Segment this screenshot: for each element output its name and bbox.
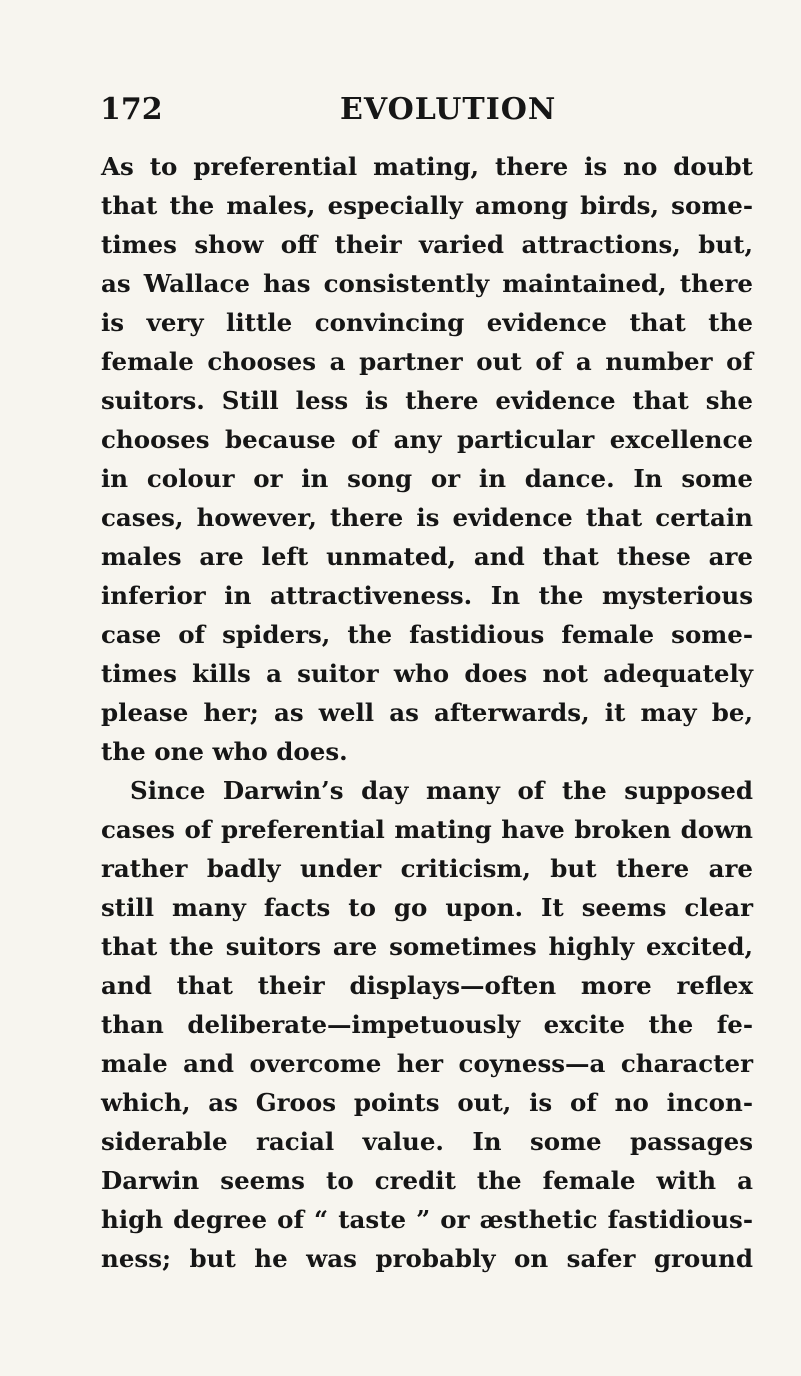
text-line: Darwin seems to credit the female with a xyxy=(101,1166,753,1195)
running-head xyxy=(100,88,750,132)
text-line: cases of preferential mating have broken down xyxy=(101,815,753,844)
text-line: and that their displays—often more reflex xyxy=(101,971,753,1000)
text-line: times kills a suitor who does not adequately xyxy=(101,659,753,688)
text-line: please her; as well as afterwards, it may be, xyxy=(101,698,753,727)
text-line: cases, however, there is evidence that certain xyxy=(101,503,753,532)
text-line: case of spiders, the fastidious female some- xyxy=(101,620,753,649)
text-line: males are left unmated, and that these are xyxy=(101,542,753,571)
text-line: is very little convincing evidence that the xyxy=(101,308,753,337)
text-line: female chooses a partner out of a number of xyxy=(101,347,753,376)
running-title: EVOLUTION xyxy=(340,92,557,127)
page-number: 172 xyxy=(100,92,163,127)
text-line: rather badly under criticism, but there are xyxy=(101,854,753,883)
text-line: high degree of “ taste ” or æsthetic fastidious- xyxy=(101,1205,753,1234)
text-line: than deliberate—impetuously excite the fe- xyxy=(101,1010,753,1039)
text-line: in colour or in song or in dance. In some xyxy=(101,464,753,493)
paragraph-start-line: Since Darwin’s day many of the supposed xyxy=(130,776,753,805)
text-line: ness; but he was probably on safer ground xyxy=(101,1244,753,1273)
text-line: suitors. Still less is there evidence that she xyxy=(101,386,753,415)
text-line: chooses because of any particular excellence xyxy=(101,425,753,454)
text-line: as Wallace has consistently maintained, there xyxy=(101,269,753,298)
body-text xyxy=(101,147,753,1278)
text-line: male and overcome her coyness—a character xyxy=(101,1049,753,1078)
text-line: inferior in attractiveness. In the mysterious xyxy=(101,581,753,610)
text-line: that the males, especially among birds, some- xyxy=(101,191,753,220)
text-line: still many facts to go upon. It seems clear xyxy=(101,893,753,922)
text-line: which, as Groos points out, is of no incon- xyxy=(101,1088,753,1117)
text-line: times show off their varied attractions, but, xyxy=(101,230,753,259)
text-line: that the suitors are sometimes highly excited, xyxy=(101,932,753,961)
text-line: siderable racial value. In some passages xyxy=(101,1127,753,1156)
text-line: As to preferential mating, there is no doubt xyxy=(101,152,753,181)
paragraph-end-line: the one who does. xyxy=(101,737,348,766)
